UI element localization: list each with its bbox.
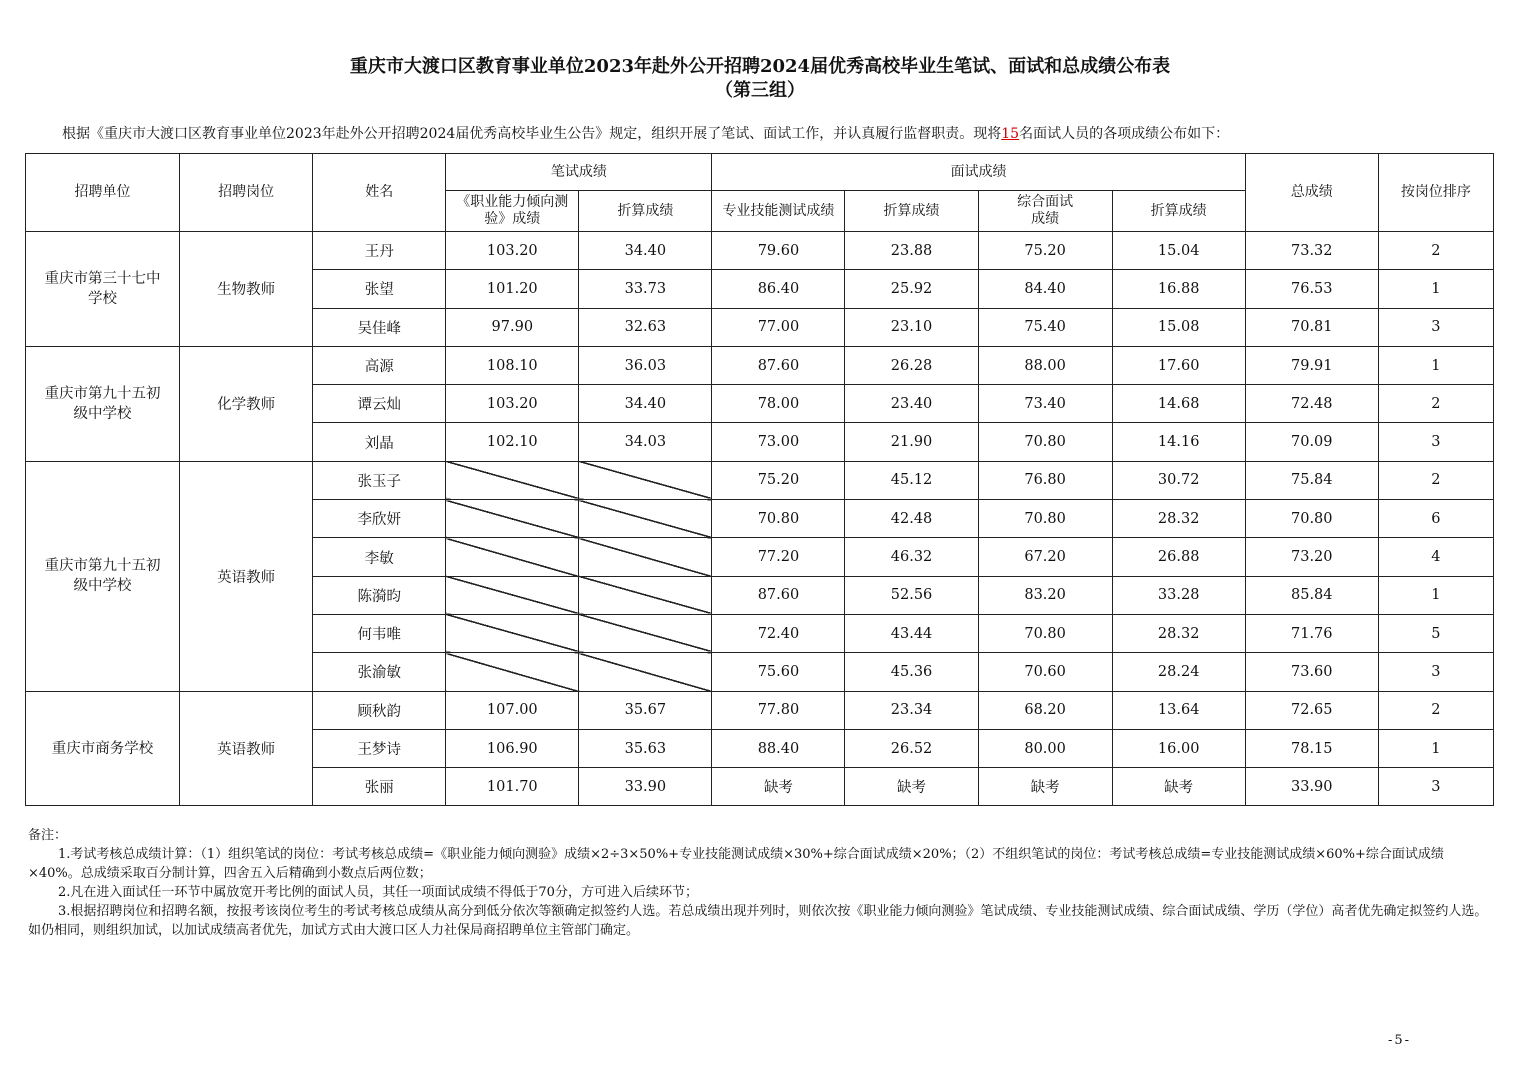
general-conv-cell: 28.32 <box>1112 614 1245 652</box>
name-cell: 谭云灿 <box>313 385 446 423</box>
skill-score-cell: 缺考 <box>712 768 845 806</box>
table-row <box>26 232 1494 270</box>
general-score-cell: 88.00 <box>978 346 1112 384</box>
header-skill-conv: 折算成绩 <box>845 191 978 232</box>
total-cell: 33.90 <box>1245 768 1378 806</box>
skill-score-cell: 86.40 <box>712 270 845 308</box>
intro-text <box>62 123 1229 143</box>
name-cell: 吴佳峰 <box>313 308 446 346</box>
unit-cell: 重庆市第九十五初 级中学校 <box>26 461 180 691</box>
skill-conv-cell: 21.90 <box>845 423 978 461</box>
table-body <box>26 232 1494 806</box>
unit-cell: 重庆市第九十五初 级中学校 <box>26 346 180 461</box>
header-skill: 专业技能测试成绩 <box>712 191 845 232</box>
written-conv-cell: 34.03 <box>579 423 712 461</box>
skill-conv-cell: 23.88 <box>845 232 978 270</box>
header-general: 综合面试 成绩 <box>978 191 1112 232</box>
rank-cell: 2 <box>1378 461 1493 499</box>
skill-score-cell: 75.60 <box>712 653 845 691</box>
skill-conv-cell: 25.92 <box>845 270 978 308</box>
general-conv-cell: 16.88 <box>1112 270 1245 308</box>
skill-conv-cell: 26.28 <box>845 346 978 384</box>
skill-score-cell: 75.20 <box>712 461 845 499</box>
total-cell: 70.81 <box>1245 308 1378 346</box>
written-score-cell: 106.90 <box>446 729 579 767</box>
intro-after: 名面试人员的各项成绩公布如下： <box>1019 126 1230 142</box>
general-conv-cell: 缺考 <box>1112 768 1245 806</box>
general-score-cell: 缺考 <box>978 768 1112 806</box>
written-score-cell-na <box>446 500 579 538</box>
table-row <box>26 461 1494 499</box>
rank-cell: 6 <box>1378 500 1493 538</box>
name-cell: 张玉子 <box>313 461 446 499</box>
general-conv-cell: 14.68 <box>1112 385 1245 423</box>
page-number: -5- <box>1388 1033 1412 1048</box>
total-cell: 71.76 <box>1245 614 1378 652</box>
written-score-cell-na <box>446 614 579 652</box>
written-conv-cell-na <box>579 576 712 614</box>
post-cell: 英语教师 <box>180 461 313 691</box>
general-conv-cell: 26.88 <box>1112 538 1245 576</box>
name-cell: 顾秋韵 <box>313 691 446 729</box>
written-conv-cell: 35.63 <box>579 729 712 767</box>
written-conv-cell-na <box>579 500 712 538</box>
page-subtitle: （第三组） <box>715 80 805 101</box>
rank-cell: 2 <box>1378 691 1493 729</box>
written-conv-cell: 33.90 <box>579 768 712 806</box>
general-conv-cell: 15.04 <box>1112 232 1245 270</box>
skill-conv-cell: 26.52 <box>845 729 978 767</box>
skill-conv-cell: 45.36 <box>845 653 978 691</box>
score-table <box>25 153 1494 806</box>
written-conv-cell-na <box>579 614 712 652</box>
written-score-cell: 103.20 <box>446 385 579 423</box>
written-conv-cell-na <box>579 653 712 691</box>
rank-cell: 1 <box>1378 270 1493 308</box>
written-conv-cell: 34.40 <box>579 385 712 423</box>
name-cell: 王梦诗 <box>313 729 446 767</box>
skill-score-cell: 70.80 <box>712 500 845 538</box>
written-conv-cell: 33.73 <box>579 270 712 308</box>
total-cell: 78.15 <box>1245 729 1378 767</box>
general-score-cell: 70.80 <box>978 423 1112 461</box>
total-cell: 72.48 <box>1245 385 1378 423</box>
written-conv-cell: 32.63 <box>579 308 712 346</box>
name-cell: 王丹 <box>313 232 446 270</box>
page-title: 重庆市大渡口区教育事业单位2023年赴外公开招聘2024届优秀高校毕业生笔试、面试和总成绩公布表 <box>349 56 1171 77</box>
general-score-cell: 68.20 <box>978 691 1112 729</box>
intro-before: 根据《重庆市大渡口区教育事业单位2023年赴外公开招聘2024届优秀高校毕业生公告》规定，组织开展了笔试、面试工作，并认真履行监督职责。现将 <box>62 126 1002 142</box>
general-score-cell: 76.80 <box>978 461 1112 499</box>
total-cell: 73.20 <box>1245 538 1378 576</box>
skill-conv-cell: 45.12 <box>845 461 978 499</box>
general-score-cell: 84.40 <box>978 270 1112 308</box>
rank-cell: 2 <box>1378 385 1493 423</box>
general-conv-cell: 15.08 <box>1112 308 1245 346</box>
total-cell: 73.60 <box>1245 653 1378 691</box>
intro-count: 15 <box>1001 126 1020 142</box>
header-written-score: 《职业能力倾向测 验》成绩 <box>446 191 579 232</box>
notes-heading: 备注： <box>28 828 68 843</box>
total-cell: 73.32 <box>1245 232 1378 270</box>
unit-cell: 重庆市第三十七中 学校 <box>26 232 180 347</box>
general-conv-cell: 28.24 <box>1112 653 1245 691</box>
general-conv-cell: 33.28 <box>1112 576 1245 614</box>
general-conv-cell: 28.32 <box>1112 500 1245 538</box>
rank-cell: 2 <box>1378 232 1493 270</box>
written-score-cell: 107.00 <box>446 691 579 729</box>
rank-cell: 3 <box>1378 423 1493 461</box>
general-score-cell: 75.20 <box>978 232 1112 270</box>
rank-cell: 3 <box>1378 308 1493 346</box>
written-score-cell-na <box>446 538 579 576</box>
name-cell: 陈漪昀 <box>313 576 446 614</box>
name-cell: 高源 <box>313 346 446 384</box>
skill-conv-cell: 23.40 <box>845 385 978 423</box>
written-score-cell-na <box>446 653 579 691</box>
skill-conv-cell: 23.10 <box>845 308 978 346</box>
written-conv-cell: 34.40 <box>579 232 712 270</box>
header-unit: 招聘单位 <box>26 154 180 232</box>
skill-conv-cell: 43.44 <box>845 614 978 652</box>
skill-score-cell: 88.40 <box>712 729 845 767</box>
rank-cell: 1 <box>1378 729 1493 767</box>
written-conv-cell: 35.67 <box>579 691 712 729</box>
skill-score-cell: 77.20 <box>712 538 845 576</box>
skill-score-cell: 77.00 <box>712 308 845 346</box>
skill-conv-cell: 52.56 <box>845 576 978 614</box>
header-total: 总成绩 <box>1245 154 1378 232</box>
skill-conv-cell: 缺考 <box>845 768 978 806</box>
total-cell: 70.80 <box>1245 500 1378 538</box>
skill-score-cell: 77.80 <box>712 691 845 729</box>
general-score-cell: 75.40 <box>978 308 1112 346</box>
header-general-conv: 折算成绩 <box>1112 191 1245 232</box>
skill-score-cell: 73.00 <box>712 423 845 461</box>
total-cell: 85.84 <box>1245 576 1378 614</box>
name-cell: 刘晶 <box>313 423 446 461</box>
general-score-cell: 67.20 <box>978 538 1112 576</box>
note-item: 2.凡在进入面试任一环节中属放宽开考比例的面试人员，其任一项面试成绩不得低于70分，方可进入后续环节； <box>58 885 698 900</box>
name-cell: 何韦唯 <box>313 614 446 652</box>
general-conv-cell: 30.72 <box>1112 461 1245 499</box>
skill-conv-cell: 42.48 <box>845 500 978 538</box>
written-conv-cell-na <box>579 461 712 499</box>
general-conv-cell: 16.00 <box>1112 729 1245 767</box>
header-name: 姓名 <box>313 154 446 232</box>
unit-cell: 重庆市商务学校 <box>26 691 180 806</box>
total-cell: 79.91 <box>1245 346 1378 384</box>
post-cell: 化学教师 <box>180 346 313 461</box>
header-interview: 面试成绩 <box>712 154 1245 191</box>
skill-score-cell: 87.60 <box>712 576 845 614</box>
written-score-cell: 101.20 <box>446 270 579 308</box>
name-cell: 李欣妍 <box>313 500 446 538</box>
post-cell: 英语教师 <box>180 691 313 806</box>
post-cell: 生物教师 <box>180 232 313 347</box>
skill-score-cell: 72.40 <box>712 614 845 652</box>
written-score-cell-na <box>446 576 579 614</box>
total-cell: 75.84 <box>1245 461 1378 499</box>
notes-section <box>28 826 1488 940</box>
note-item: 1.考试考核总成绩计算：（1）组织笔试的岗位：考试考核总成绩=《职业能力倾向测验》成绩×2÷3×50%+专业技能测试成绩×30%+综合面试成绩×20%；（2）不组织笔试的岗位：考试考核总成绩=专业技能测试成绩×60%+综合面试成绩×40%。总成绩采取百分制计算，四舍五入后精确到小数点后两位数； <box>28 847 1444 881</box>
skill-score-cell: 87.60 <box>712 346 845 384</box>
skill-score-cell: 78.00 <box>712 385 845 423</box>
total-cell: 72.65 <box>1245 691 1378 729</box>
note-item: 3.根据招聘岗位和招聘名额，按报考该岗位考生的考试考核总成绩从高分到低分依次等额确定拟签约人选。若总成绩出现并列时，则依次按《职业能力倾向测验》笔试成绩、专业技能测试成绩、综合面试成绩、学历（学位）高者优先确定拟签约人选。如仍相同，则组织加试，以加试成绩高者优先，加试方式由大渡口区人力社保局商招聘单位主管部门确定。 <box>28 904 1488 938</box>
written-score-cell: 102.10 <box>446 423 579 461</box>
name-cell: 张望 <box>313 270 446 308</box>
written-conv-cell-na <box>579 538 712 576</box>
total-cell: 70.09 <box>1245 423 1378 461</box>
header-written-conv: 折算成绩 <box>579 191 712 232</box>
rank-cell: 4 <box>1378 538 1493 576</box>
rank-cell: 1 <box>1378 576 1493 614</box>
general-score-cell: 70.80 <box>978 500 1112 538</box>
written-score-cell: 101.70 <box>446 768 579 806</box>
header-rank: 按岗位排序 <box>1378 154 1493 232</box>
name-cell: 李敏 <box>313 538 446 576</box>
skill-score-cell: 79.60 <box>712 232 845 270</box>
skill-conv-cell: 46.32 <box>845 538 978 576</box>
rank-cell: 1 <box>1378 346 1493 384</box>
general-score-cell: 73.40 <box>978 385 1112 423</box>
general-score-cell: 70.80 <box>978 614 1112 652</box>
general-conv-cell: 13.64 <box>1112 691 1245 729</box>
name-cell: 张丽 <box>313 768 446 806</box>
rank-cell: 3 <box>1378 768 1493 806</box>
written-score-cell-na <box>446 461 579 499</box>
general-conv-cell: 14.16 <box>1112 423 1245 461</box>
table-row <box>26 691 1494 729</box>
header-post: 招聘岗位 <box>180 154 313 232</box>
skill-conv-cell: 23.34 <box>845 691 978 729</box>
general-score-cell: 80.00 <box>978 729 1112 767</box>
total-cell: 76.53 <box>1245 270 1378 308</box>
general-conv-cell: 17.60 <box>1112 346 1245 384</box>
written-score-cell: 97.90 <box>446 308 579 346</box>
rank-cell: 3 <box>1378 653 1493 691</box>
table-row <box>26 346 1494 384</box>
written-score-cell: 103.20 <box>446 232 579 270</box>
written-conv-cell: 36.03 <box>579 346 712 384</box>
name-cell: 张渝敏 <box>313 653 446 691</box>
written-score-cell: 108.10 <box>446 346 579 384</box>
rank-cell: 5 <box>1378 614 1493 652</box>
header-written: 笔试成绩 <box>446 154 712 191</box>
general-score-cell: 83.20 <box>978 576 1112 614</box>
general-score-cell: 70.60 <box>978 653 1112 691</box>
